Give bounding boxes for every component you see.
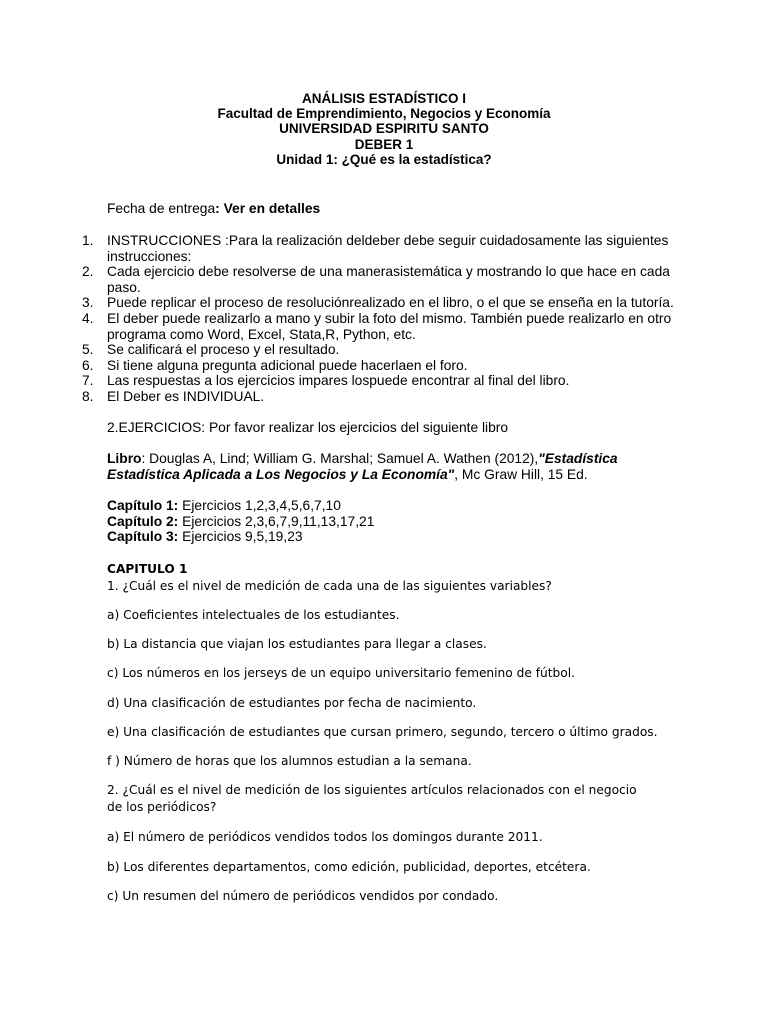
section-title: CAPITULO 1 (107, 562, 188, 576)
list-item: 4. El deber puede realizarlo a mano y subir la foto del mismo. También puede realizarlo en otro programa como Word, Excel, Stata,R, Python, etc. (82, 310, 672, 342)
question-1c: c) Los números en los jerseys de un equipo universitario femenino de fútbol. (107, 666, 575, 680)
book-title-line2: Estadística Aplicada a Los Negocios y La Economía" (107, 466, 455, 482)
book-label: Libro (107, 451, 142, 466)
chapter-item: Capítulo 2: Ejercicios 2,3,6,7,9,11,13,17,21 (107, 513, 375, 529)
list-item: 7. Las respuestas a los ejercicios impares lospuede encontrar al final del libro. (82, 373, 570, 389)
unit-title: Unidad 1: ¿Qué es la estadística? (276, 151, 492, 167)
due-date-label: Fecha de entrega (107, 201, 216, 216)
question-1b: b) La distancia que viajan los estudiantes para llegar a clases. (107, 637, 487, 651)
list-item: 8. El Deber es INDIVIDUAL. (82, 388, 265, 404)
question-2b: b) Los diferentes departamentos, como edición, publicidad, deportes, etcétera. (107, 860, 591, 874)
university-name: UNIVERSIDAD ESPIRITU SANTO (279, 121, 489, 137)
question-1e: e) Una clasificación de estudiantes que cursan primero, segundo, tercero o último grados. (107, 725, 658, 739)
chapter-item: Capítulo 3: Ejercicios 9,5,19,23 (107, 529, 303, 545)
question-1: 1. ¿Cuál es el nivel de medición de cada una de las siguientes variables? (107, 579, 552, 593)
question-1f: f ) Número de horas que los alumnos estudian a la semana. (107, 754, 472, 768)
book-reference (107, 451, 667, 482)
exercises-intro: 2.EJERCICIOS: Por favor realizar los ejercicios del siguiente libro (107, 420, 509, 435)
question-2c: c) Un resumen del número de periódicos vendidos por condado. (107, 889, 499, 903)
due-date (107, 201, 320, 217)
chapter-list (107, 498, 374, 545)
due-date-value: : Ver en detalles (215, 201, 321, 216)
course-title: ANÁLISIS ESTADÍSTICO I (301, 91, 466, 106)
list-item: 6. Si tiene alguna pregunta adicional puede hacerlaen el foro. (82, 357, 468, 373)
question-1d: d) Una clasificación de estudiantes por fecha de nacimiento. (107, 696, 477, 710)
faculty-name: Facultad de Emprendimiento, Negocios y Economía (217, 106, 551, 122)
question-1a: a) Coeficientes intelectuales de los estudiantes. (107, 608, 400, 622)
book-authors: : Douglas A, Lind; William G. Marshal; Samuel A. Wathen (2012), (141, 451, 539, 466)
assignment-title: DEBER 1 (354, 136, 414, 152)
instructions-list (82, 233, 682, 405)
book-publisher: , Mc Graw Hill, 15 Ed. (454, 466, 588, 482)
document-header (0, 91, 768, 167)
book-title-line1: "Estadística (538, 451, 618, 466)
list-item: 3. Puede replicar el proceso de resoluciónrealizado en el libro, o el que se enseña en la tutoría. (82, 295, 674, 311)
question-2a: a) El número de periódicos vendidos todos los domingos durante 2011. (107, 830, 543, 844)
question-2: 2. ¿Cuál es el nivel de medición de los siguientes artículos relacionados con el negocio de los periódicos? (107, 783, 637, 814)
list-item: 2. Cada ejercicio debe resolverse de una manerasistemática y mostrando lo que hace en cada paso. (82, 264, 670, 295)
list-item: 1. INSTRUCCIONES :Para la realización deldeber debe seguir cuidadosamente las siguientes instrucciones: (82, 233, 669, 264)
list-item: 5. Se calificará el proceso y el resultado. (82, 342, 340, 358)
chapter-item: Capítulo 1: Ejercicios 1,2,3,4,5,6,7,10 (107, 498, 341, 513)
